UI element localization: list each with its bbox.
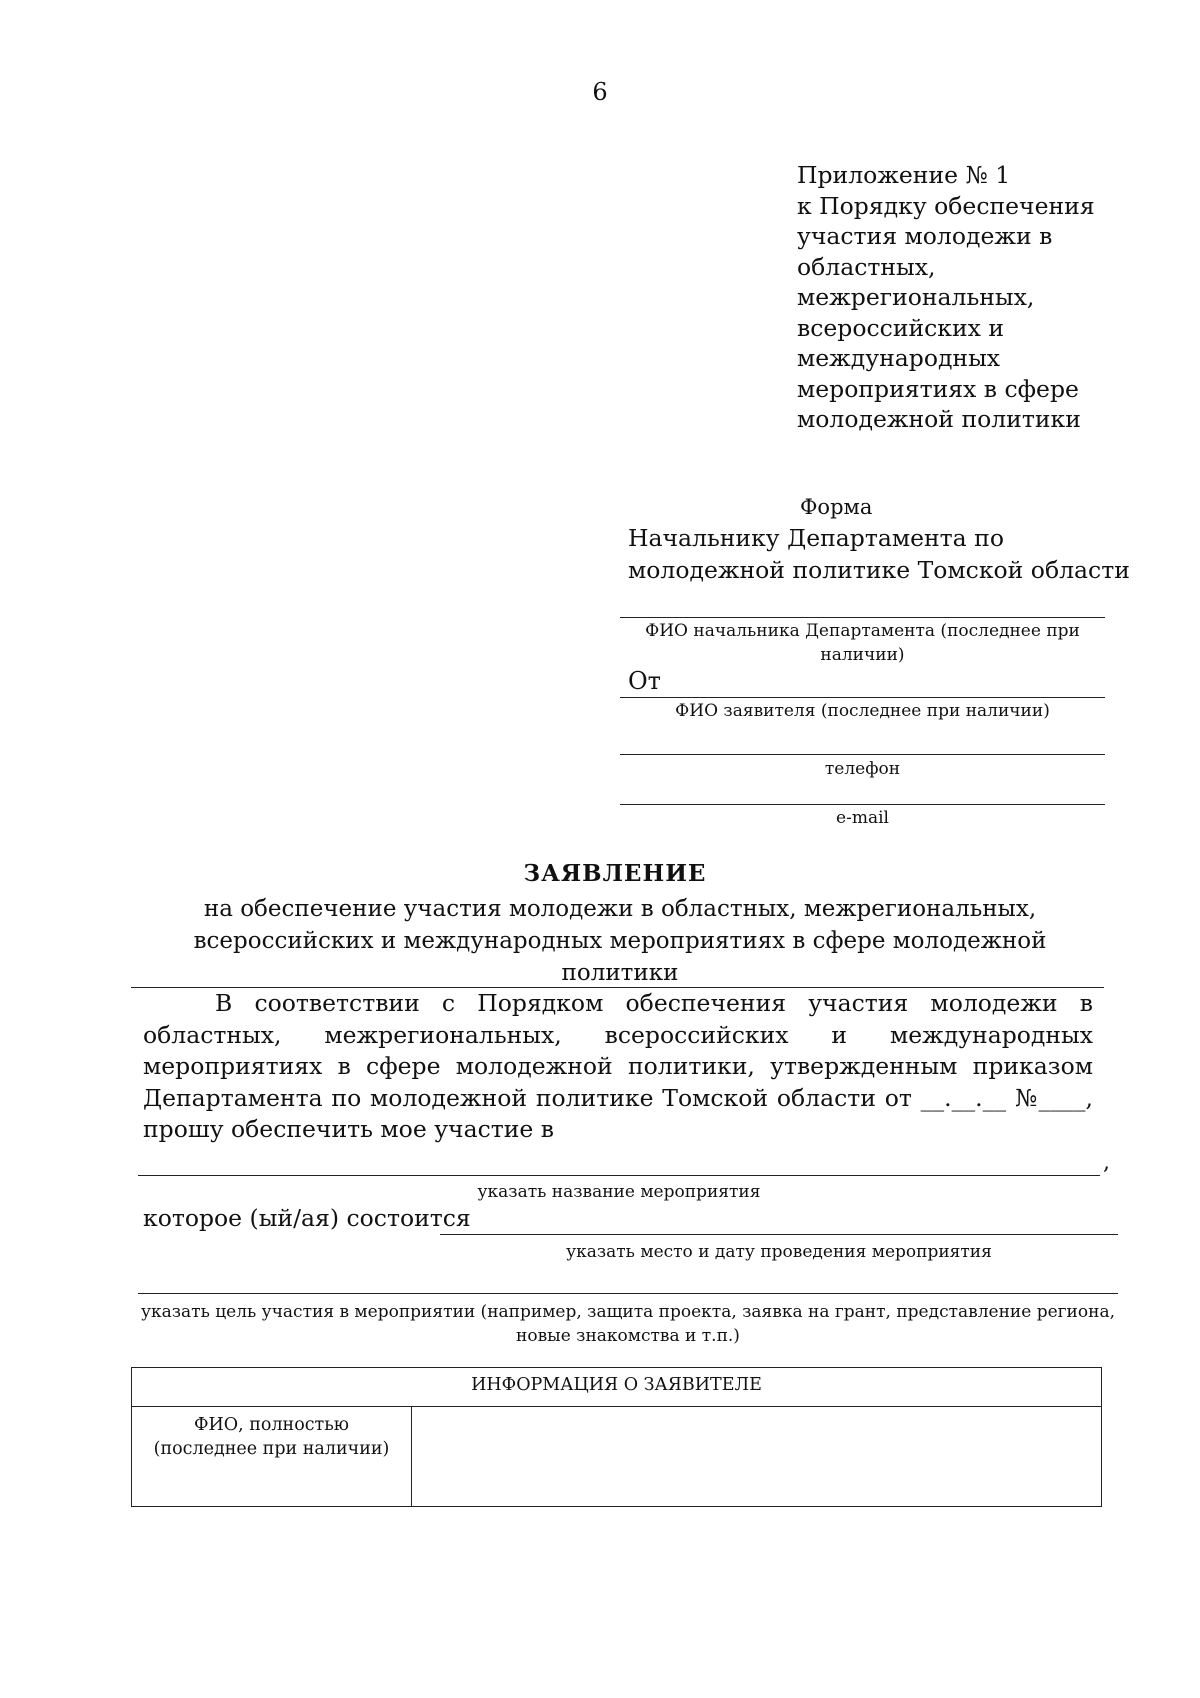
page-number: 6	[592, 78, 608, 106]
phone-caption: телефон	[824, 759, 901, 779]
appendix-block	[797, 160, 1177, 435]
event-name-caption: указать название мероприятия	[477, 1182, 761, 1202]
appendix-line: межрегиональных,	[797, 283, 1035, 311]
info-table-header: ИНФОРМАЦИЯ О ЗАЯВИТЕЛЕ	[132, 1368, 1102, 1407]
appendix-line: мероприятиях в сфере	[797, 374, 1079, 403]
will-be-held-label: которое (ый/ая) состоится	[143, 1204, 471, 1232]
appendix-line: молодежной политики	[797, 405, 1081, 433]
head-name-line[interactable]	[620, 617, 1105, 618]
line-comma: ,	[1103, 1150, 1110, 1175]
appendix-line: международных	[797, 344, 1001, 372]
head-name-caption	[620, 619, 1105, 667]
addressee-block	[628, 522, 1130, 586]
purpose-line[interactable]	[138, 1293, 1118, 1294]
applicant-name-line[interactable]	[620, 697, 1105, 698]
applicant-info-table	[131, 1367, 1102, 1507]
event-name-line[interactable]	[138, 1175, 1100, 1176]
addressee-line-2: молодежной политике Томской области	[628, 556, 1130, 584]
full-name-label: ФИО, полностью (последнее при наличии)	[132, 1407, 412, 1507]
form-label: Форма	[800, 495, 873, 519]
appendix-line: Приложение № 1	[797, 161, 1011, 189]
body-paragraph: В соответствии с Порядком обеспечения участия молодежи в областных, межрегиональных, всероссийских и международных мероприятиях в сфере молодежной политики, утвержденным приказом Департамента по молодежной политике Томской области от __.__.__ №____, прошу обеспечить мое участие в	[143, 989, 1093, 1143]
appendix-line: к Порядку обеспечения	[797, 191, 1095, 220]
document-subtitle: на обеспечение участия молодежи в областных, межрегиональных, всероссийских и международных мероприятиях в сфере молодежной политики	[193, 896, 1047, 986]
place-date-caption: указать место и дату проведения мероприятия	[566, 1242, 992, 1262]
appendix-line: всероссийских и	[797, 313, 1005, 342]
full-name-field[interactable]	[412, 1407, 1102, 1507]
phone-line[interactable]	[620, 754, 1105, 755]
table-row	[132, 1407, 1102, 1507]
email-caption: e-mail	[836, 808, 889, 828]
document-title: ЗАЯВЛЕНИЕ	[523, 860, 707, 887]
appendix-line: участия молодежи в	[797, 222, 1053, 250]
purpose-caption: указать цель участия в мероприятии (например, защита проекта, заявка на грант, представление региона, новые знакомства и т.п.)	[141, 1302, 1115, 1346]
from-label: От	[628, 667, 661, 695]
addressee-line-1: Начальнику Департамента по	[628, 524, 1004, 552]
applicant-name-caption: ФИО заявителя (последнее при наличии)	[675, 701, 1050, 721]
email-line[interactable]	[620, 804, 1105, 805]
appendix-line: областных,	[797, 252, 936, 281]
head-name-caption-line-1: ФИО начальника Департамента (последнее при	[645, 621, 1080, 641]
head-name-caption-line-2: наличии)	[820, 645, 905, 665]
place-date-line[interactable]	[440, 1234, 1118, 1235]
